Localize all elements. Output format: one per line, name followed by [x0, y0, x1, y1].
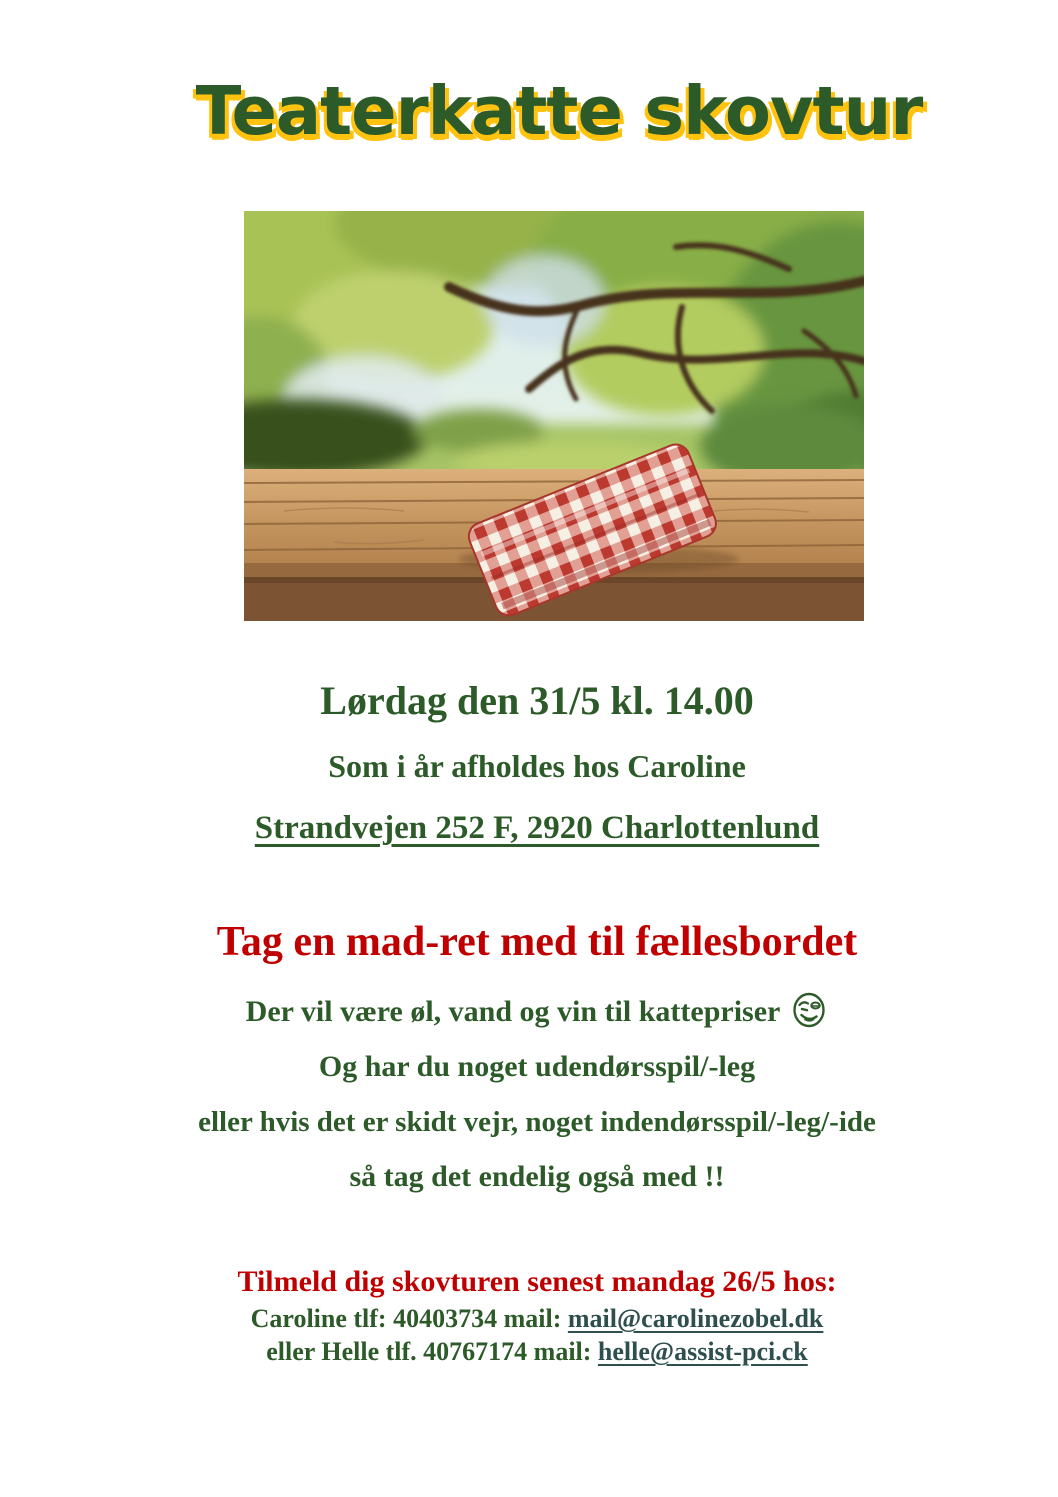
contact-helle — [8, 1336, 1058, 1368]
picnic-photo-illustration — [244, 211, 864, 621]
helle-email-link[interactable]: helle@assist-pci.ck — [597, 1337, 808, 1366]
drinks-text: Der vil være øl, vand og vin til kattepriser — [245, 995, 781, 1028]
contact-helle-text: eller Helle tlf. 40767174 mail: — [266, 1337, 598, 1366]
contact-caroline-text: Caroline tlf: 40403734 mail: — [250, 1304, 568, 1333]
caroline-email-link[interactable]: mail@carolinezobel.dk — [567, 1304, 824, 1333]
food-info — [8, 917, 1058, 1195]
event-host-line: Som i år afholdes hos Caroline — [328, 748, 746, 784]
food-headline: Tag en mad-ret med til fællesbordet — [216, 919, 858, 965]
signup-info — [8, 1264, 1058, 1368]
games-line-1: Og har du noget udendørsspil/-leg — [318, 1050, 756, 1083]
winking-face-icon — [790, 991, 828, 1029]
signup-headline: Tilmeld dig skovturen senest mandag 26/5 hos: — [237, 1265, 837, 1298]
drinks-line — [8, 991, 1058, 1032]
event-datetime: Lørdag den 31/5 kl. 14.00 — [320, 678, 754, 723]
games-line-3: så tag det endelig også med !! — [349, 1160, 725, 1193]
picnic-photo — [244, 211, 864, 621]
games-line-2: eller hvis det er skidt vejr, noget indendørsspil/-leg/-ide — [198, 1106, 876, 1138]
page-title: Teaterkatte skovtur — [195, 72, 923, 150]
event-address: Strandvejen 252 F, 2920 Charlottenlund — [254, 810, 820, 846]
event-details — [8, 677, 1058, 848]
contact-caroline — [8, 1303, 1058, 1335]
